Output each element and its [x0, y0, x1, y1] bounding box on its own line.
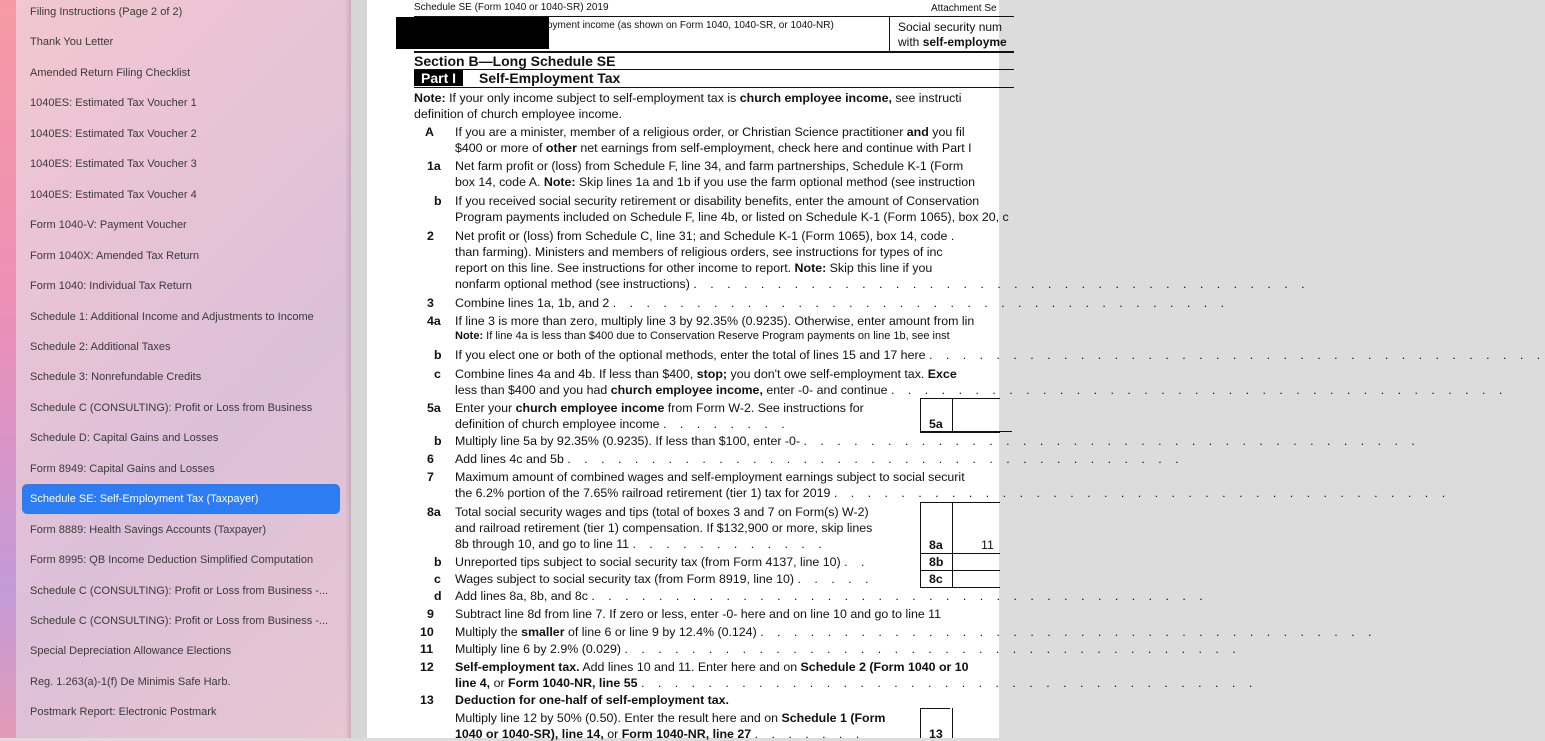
- line-7-text-2: the 6.2% portion of the 7.65% railroad retirement (tier 1) tax for 2019 . . . . . . . . . . . . . . . . . . . . . . . . . . . . . . . . . . . . .: [455, 486, 1451, 500]
- line-number: 1a: [427, 159, 441, 173]
- line-number: 3: [427, 296, 434, 310]
- line-9-text: Subtract line 8d from line 7. If zero or less, enter -0- here and on line 10 and go to line 11: [455, 607, 942, 621]
- line-2-text-2: than farming). Ministers and members of religious orders, see instructions for types of inc: [455, 245, 943, 259]
- line-number: 13: [420, 693, 434, 707]
- sidebar-item[interactable]: Schedule 2: Additional Taxes: [30, 340, 171, 353]
- line-number: b: [434, 348, 442, 362]
- line-8b-text: Unreported tips subject to social security tax (from Form 4137, line 10) . .: [455, 555, 870, 569]
- line-4c-text-2: less than $400 and you had church employee income, enter -0- and continue . . . . . . . . . . . . . . . . . . . . . . . . . . . . . . . . . . . . .: [455, 383, 1508, 397]
- sidebar-item[interactable]: 1040ES: Estimated Tax Voucher 3: [30, 158, 197, 171]
- line-number: 9: [427, 607, 434, 621]
- sidebar-item[interactable]: Form 1040: Individual Tax Return: [30, 280, 192, 293]
- sidebar-item[interactable]: 1040ES: Estimated Tax Voucher 1: [30, 97, 197, 110]
- line-3-text: Combine lines 1a, 1b, and 2 . . . . . . . . . . . . . . . . . . . . . . . . . . . . . . . . . . . . .: [455, 296, 1230, 310]
- line-13-text-3: 1040 or 1040-SR), line 14, or Form 1040-NR, line 27 . . . . . . .: [455, 727, 865, 741]
- line-number: 11: [420, 642, 434, 656]
- sidebar-item[interactable]: Special Depreciation Allowance Elections: [30, 645, 232, 658]
- sidebar-item[interactable]: Schedule D: Capital Gains and Losses: [30, 432, 219, 445]
- viewer-gutter: [351, 0, 367, 738]
- line-8a-box-label: 8a: [929, 538, 943, 552]
- rule: [952, 502, 953, 588]
- line-8a-text-3: 8b through 10, and go to line 11 . . . . . . . . . . . .: [455, 537, 827, 551]
- sidebar-item[interactable]: Schedule 3: Nonrefundable Credits: [30, 371, 202, 384]
- line-number: 7: [427, 470, 434, 484]
- form-header-left: Schedule SE (Form 1040 or 1040-SR) 2019: [414, 2, 609, 13]
- line-8b-box-label: 8b: [929, 555, 944, 569]
- line-8a-text-2: and railroad retirement (tier 1) compensation. If $132,900 or more, skip lines: [455, 521, 873, 535]
- sidebar-item[interactable]: 1040ES: Estimated Tax Voucher 4: [30, 188, 197, 201]
- line-number: 2: [427, 229, 434, 243]
- line-8a-text-1: Total social security wages and tips (total of boxes 3 and 7 on Form(s) W-2): [455, 505, 869, 519]
- line-13-box-label: 13: [929, 727, 943, 741]
- line-number: b: [434, 555, 442, 569]
- line-number: c: [434, 367, 441, 381]
- line-number: 8a: [427, 505, 441, 519]
- sidebar-item[interactable]: Form 1040-V: Payment Voucher: [30, 219, 187, 232]
- line-12-text-1: Self-employment tax. Add lines 10 and 11. Enter here and on Schedule 2 (Form 1040 or 10: [455, 660, 969, 674]
- sidebar-item[interactable]: 1040ES: Estimated Tax Voucher 2: [30, 127, 197, 140]
- line-1a-text-1: Net farm profit or (loss) from Schedule F, line 34, and farm partnerships, Schedule K-1 (Form: [455, 159, 964, 173]
- line-7-text-1: Maximum amount of combined wages and self-employment earnings subject to social securit: [455, 470, 965, 484]
- line-number: 6: [427, 452, 434, 466]
- line-6-text: Add lines 4c and 5b . . . . . . . . . . . . . . . . . . . . . . . . . . . . . . . . . . . . .: [455, 452, 1184, 466]
- line-2-text-4: nonfarm optional method (see instructions) . . . . . . . . . . . . . . . . . . . . . . . . . . . . . . . . . . . . .: [455, 277, 1310, 291]
- line-number: b: [434, 194, 442, 208]
- rule: [920, 502, 1000, 503]
- note-line-1: Note: If your only income subject to self-employment tax is church employee income, see instructi: [414, 91, 962, 105]
- line-1b-text-2: Program payments included on Schedule F, line 4b, or listed on Schedule K-1 (Form 1065), box 20, c: [455, 210, 1009, 224]
- sidebar-item[interactable]: Form 1040X: Amended Tax Return: [30, 249, 200, 262]
- sidebar-item[interactable]: Thank You Letter: [30, 36, 114, 49]
- line-5a-box-label: 5a: [929, 417, 943, 431]
- line-number: 10: [420, 625, 434, 639]
- sidebar-item[interactable]: Form 8889: Health Savings Accounts (Taxpayer): [30, 523, 267, 536]
- section-title: Section B—Long Schedule SE: [414, 53, 616, 69]
- rule: [920, 502, 921, 588]
- part-tag: Part I: [414, 70, 463, 86]
- line-2-text-3: report on this line. See instructions for other income to report. Note: Skip this line if you: [455, 261, 933, 275]
- rule: [414, 87, 1014, 88]
- line-10-text: Multiply the smaller of line 6 or line 9 by 12.4% (0.124) . . . . . . . . . . . . . . . . . . . . . . . . . . . . . . . . . . . . .: [455, 625, 1377, 639]
- tax-form-page[interactable]: [367, 0, 1545, 741]
- line-4b-text: If you elect one or both of the optional methods, enter the total of lines 15 and 17 here . . . . . . . . . . . . . . . . . . . . . . . . . . . . . . . . . . . . .: [455, 348, 1545, 362]
- line-11-text: Multiply line 6 by 2.9% (0.029) . . . . . . . . . . . . . . . . . . . . . . . . . . . . . . . . . . . . .: [455, 642, 1241, 656]
- line-8d-text: Add lines 8a, 8b, and 8c . . . . . . . . . . . . . . . . . . . . . . . . . . . . . . . . . . . . .: [455, 589, 1208, 603]
- sidebar-edge: [0, 0, 16, 738]
- form-header-right: Attachment Se: [931, 3, 997, 14]
- rule: [920, 432, 1000, 433]
- line-4c-text-1: Combine lines 4a and 4b. If less than $400, stop; you don't owe self-employment tax. Exce: [455, 367, 957, 381]
- sidebar: [0, 0, 351, 738]
- line-5b-text: Multiply line 5a by 92.35% (0.9235). If less than $100, enter -0- . . . . . . . . . . . . . . . . . . . . . . . . . . . . . . . . . . . . .: [455, 434, 1420, 448]
- line-4a-text-1: If line 3 is more than zero, multiply line 3 by 92.35% (0.9235). Otherwise, enter amount from lin: [455, 314, 975, 328]
- line-number: 4a: [427, 314, 441, 328]
- rule: [920, 708, 950, 709]
- sidebar-item[interactable]: Schedule C (CONSULTING): Profit or Loss from Business: [30, 401, 313, 414]
- sidebar-item[interactable]: Filing Instructions (Page 2 of 2): [30, 6, 183, 18]
- line-number: 5a: [427, 401, 441, 415]
- sidebar-item[interactable]: Form 8995: QB Income Deduction Simplified Computation: [30, 554, 314, 567]
- line-5a-input[interactable]: [952, 398, 1012, 432]
- line-2-text-1: Net profit or (loss) from Schedule C, line 31; and Schedule K-1 (Form 1065), box 14, code .: [455, 229, 955, 243]
- line-A-text-2: $400 or more of other net earnings from self-employment, check here and continue with Part I: [455, 141, 972, 155]
- sidebar-item[interactable]: Schedule SE: Self-Employment Tax (Taxpayer): [22, 484, 340, 514]
- rule: [920, 708, 921, 738]
- sidebar-item[interactable]: Schedule C (CONSULTING): Profit or Loss from Business -...: [30, 615, 329, 627]
- line-number: d: [434, 589, 442, 603]
- line-number: b: [434, 434, 442, 448]
- rule: [889, 17, 890, 51]
- part-title: Self-Employment Tax: [479, 70, 621, 86]
- sidebar-item[interactable]: Postmark Report: Electronic Postmark: [30, 706, 217, 719]
- line-13-text-1: Deduction for one-half of self-employment tax.: [455, 693, 729, 707]
- rule: [920, 587, 1000, 588]
- line-5a-text-1: Enter your church employee income from Form W-2. See instructions for: [455, 401, 864, 415]
- line-number: c: [434, 572, 441, 586]
- line-13-text-2: Multiply line 12 by 50% (0.50). Enter the result here and on Schedule 1 (Form: [455, 711, 886, 725]
- line-12-text-2: line 4, or Form 1040-NR, line 55 . . . . . . . . . . . . . . . . . . . . . . . . . . . . . . . . . . . . .: [455, 676, 1258, 690]
- line-4a-text-2: Note: If line 4a is less than $400 due to Conservation Reserve Program payments on line 1b, see inst: [455, 330, 950, 342]
- line-1a-text-2: box 14, code A. Note: Skip lines 1a and 1b if you use the farm optional method (see instruction: [455, 175, 976, 189]
- rule: [920, 553, 1000, 554]
- line-A-text-1: If you are a minister, member of a religious order, or Christian Science practitioner and you fil: [455, 125, 965, 139]
- ssn-label: Social security num: [898, 20, 1003, 34]
- line-number: A: [425, 125, 434, 139]
- line-1b-text-1: If you received social security retirement or disability benefits, enter the amount of Conservation: [455, 194, 980, 208]
- name-label: oyment income (as shown on Form 1040, 1040-SR, or 1040-NR): [547, 20, 834, 31]
- line-8a-value[interactable]: 11: [981, 538, 994, 552]
- line-8c-box-label: 8c: [929, 572, 943, 586]
- line-8c-text: Wages subject to social security tax (from Form 8919, line 10) . . . . .: [455, 572, 874, 586]
- line-number: 12: [420, 660, 434, 674]
- sidebar-item[interactable]: Schedule C (CONSULTING): Profit or Loss from Business -...: [30, 584, 329, 597]
- note-line-2: definition of church employee income.: [414, 107, 623, 121]
- sidebar-item[interactable]: Amended Return Filing Checklist: [30, 66, 191, 79]
- sidebar-item[interactable]: Schedule 1: Additional Income and Adjustments to Income: [30, 310, 314, 323]
- sidebar-item[interactable]: Form 8949: Capital Gains and Losses: [30, 462, 215, 475]
- ssn-label-2: with self-employme: [898, 35, 1007, 49]
- rule: [952, 708, 953, 738]
- sidebar-item[interactable]: Reg. 1.263(a)-1(f) De Minimis Safe Harb.: [30, 675, 231, 688]
- line-5a-text-2: definition of church employee income . . . . . . . .: [455, 417, 790, 431]
- rule: [920, 570, 1000, 571]
- redaction-box: [396, 17, 549, 49]
